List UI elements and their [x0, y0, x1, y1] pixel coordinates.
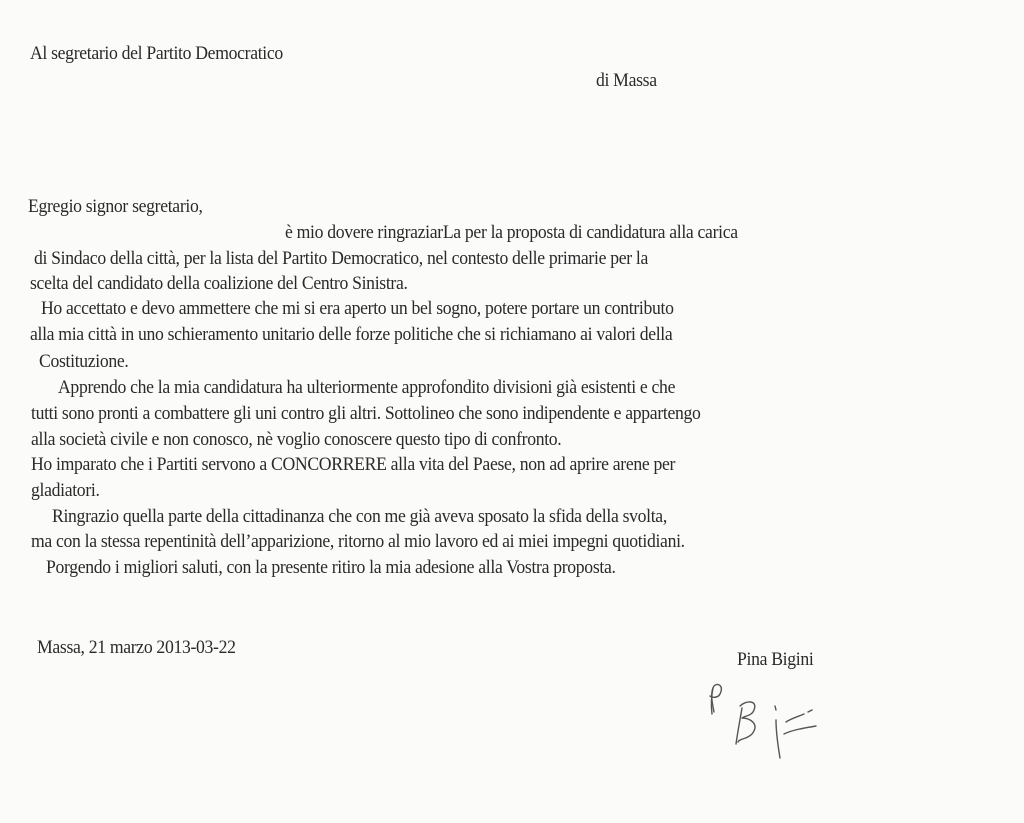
recipient-line: Al segretario del Partito Democratico — [30, 43, 283, 64]
recipient-city: di Massa — [596, 70, 657, 91]
body-line: di Sindaco della città, per la lista del Partito Democratico, nel contesto delle primarie per la — [34, 248, 648, 269]
body-line: Ringrazio quella parte della cittadinanza che con me già aveva sposato la sfida della svolta, — [52, 506, 667, 527]
body-line: gladiatori. — [31, 480, 100, 501]
body-line: ma con la stessa repentinità dell’apparizione, ritorno al mio lavoro ed ai miei impegni quotidiani. — [31, 531, 685, 552]
body-line: alla società civile e non conosco, nè voglio conoscere questo tipo di confronto. — [31, 429, 562, 450]
body-line: Ho imparato che i Partiti servono a CONCORRERE alla vita del Paese, non ad aprire arene per — [31, 454, 676, 475]
signer-name: Pina Bigini — [737, 649, 814, 670]
body-line: Ho accettato e devo ammettere che mi si era aperto un bel sogno, potere portare un contributo — [41, 298, 674, 319]
body-line: Apprendo che la mia candidatura ha ulteriormente approfondito divisioni già esistenti e che — [58, 377, 676, 398]
salutation: Egregio signor segretario, — [28, 196, 203, 217]
body-line: Costituzione. — [39, 351, 129, 372]
body-line: scelta del candidato della coalizione del Centro Sinistra. — [30, 273, 408, 294]
handwritten-signature-icon — [680, 676, 910, 776]
body-line: tutti sono pronti a combattere gli uni contro gli altri. Sottolineo che sono indipendente e appartengo — [31, 403, 701, 424]
body-line: è mio dovere ringraziarLa per la proposta di candidatura alla carica — [285, 222, 738, 243]
place-date: Massa, 21 marzo 2013-03-22 — [37, 637, 236, 658]
body-line: Porgendo i migliori saluti, con la presente ritiro la mia adesione alla Vostra proposta. — [46, 557, 616, 578]
body-line: alla mia città in uno schieramento unitario delle forze politiche che si richiamano ai valori della — [30, 324, 673, 345]
